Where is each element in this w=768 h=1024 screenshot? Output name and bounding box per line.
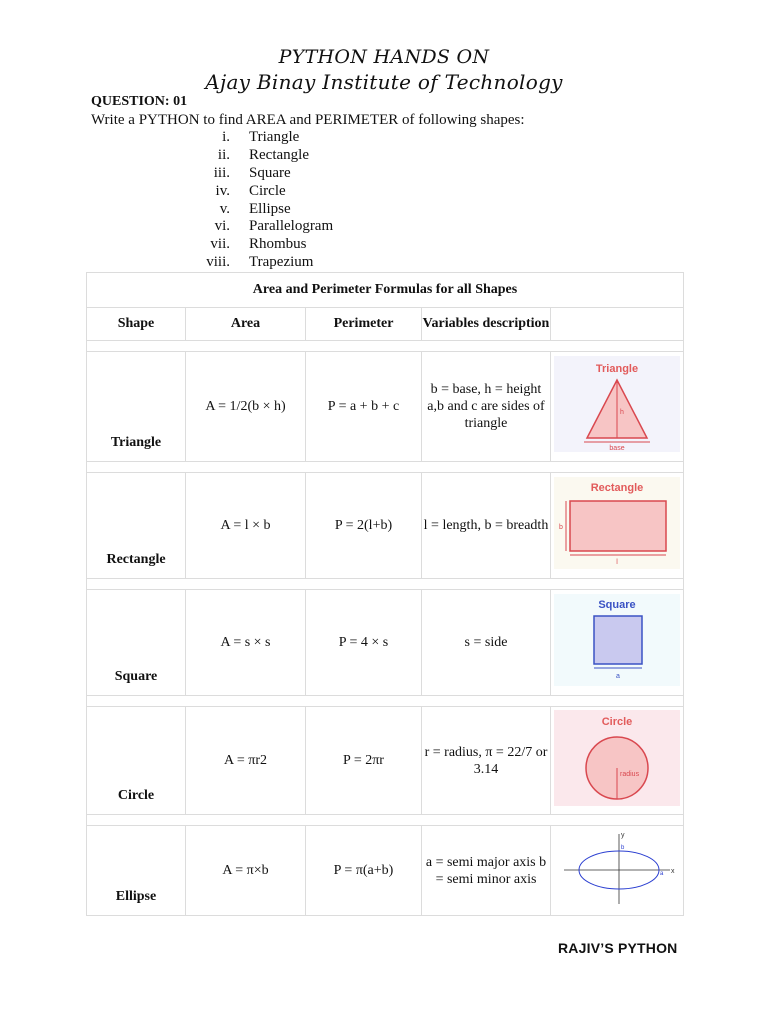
- table-row: [87, 473, 684, 579]
- list-text: Square: [249, 164, 291, 181]
- square-illustration: [551, 590, 684, 696]
- header-perimeter: Perimeter: [306, 308, 422, 341]
- header-variables: Variables description: [422, 308, 551, 341]
- rectangle-icon: [554, 477, 680, 569]
- table-row: [87, 590, 684, 696]
- breadth-label: b: [559, 524, 563, 531]
- square-icon: [554, 594, 680, 686]
- row-spacer: [87, 696, 684, 707]
- question-text: Write a PYTHON to find AREA and PERIMETER of following shapes:: [91, 112, 525, 128]
- document-title: PYTHON HANDS ON: [278, 46, 490, 68]
- question-label: QUESTION: 01: [91, 94, 188, 109]
- list-text: Circle: [249, 182, 286, 199]
- row-spacer: [87, 579, 684, 590]
- image-title: Triangle: [595, 363, 639, 375]
- perimeter-formula: P = a + b + c: [306, 352, 422, 462]
- area-formula: A = 1/2(b × h): [186, 352, 306, 462]
- header-shape: Shape: [87, 308, 186, 341]
- list-item: [196, 147, 333, 165]
- list-text: Parallelogram: [249, 218, 334, 235]
- list-item: [196, 165, 333, 183]
- x-axis-label: x: [671, 868, 675, 875]
- perimeter-formula: P = π(a+b): [306, 826, 422, 916]
- table-caption: Area and Perimeter Formulas for all Shapes: [87, 273, 684, 308]
- base-label: base: [609, 445, 625, 452]
- y-axis-label: y: [621, 832, 625, 839]
- shape-name: Triangle: [87, 352, 186, 462]
- row-spacer: [87, 815, 684, 826]
- length-label: l: [616, 559, 618, 566]
- perimeter-formula: P = 4 × s: [306, 590, 422, 696]
- perimeter-formula: P = 2(l+b): [306, 473, 422, 579]
- list-text: Triangle: [249, 129, 300, 145]
- list-item: [196, 236, 333, 254]
- area-formula: A = s × s: [186, 590, 306, 696]
- shape-name: Square: [87, 590, 186, 696]
- list-number: iv.: [215, 182, 230, 199]
- major-axis-label: a: [660, 871, 664, 877]
- footer-signature: RAJIV’S PYTHON: [558, 940, 678, 956]
- radius-label: radius: [620, 771, 640, 778]
- minor-axis-label: b: [621, 845, 625, 851]
- list-item: [196, 201, 333, 219]
- header-area: Area: [186, 308, 306, 341]
- row-spacer: [87, 341, 684, 352]
- list-item: [196, 183, 333, 201]
- variables-description: s = side: [422, 590, 551, 696]
- area-formula: A = πr2: [186, 707, 306, 815]
- table-row: [87, 352, 684, 462]
- perimeter-formula: P = 2πr: [306, 707, 422, 815]
- list-number: vii.: [210, 236, 230, 253]
- list-item: [196, 218, 333, 236]
- area-formula: A = π×b: [186, 826, 306, 916]
- list-number: i.: [222, 129, 230, 145]
- shape-name: Ellipse: [87, 826, 186, 916]
- list-item: [196, 254, 333, 272]
- rectangle-illustration: [551, 473, 684, 579]
- institute-name: Ajay Binay Institute of Technology: [205, 70, 563, 94]
- variables-description: r = radius, π = 22/7 or 3.14: [422, 707, 551, 815]
- list-number: viii.: [206, 254, 230, 271]
- table-row: [87, 707, 684, 815]
- header-image: [551, 308, 684, 341]
- ellipse-illustration: [551, 826, 684, 916]
- triangle-icon: [554, 356, 680, 452]
- row-spacer: [87, 462, 684, 473]
- formula-table: [86, 272, 684, 916]
- circle-icon: [554, 710, 680, 806]
- list-text: Trapezium: [249, 254, 314, 271]
- shapes-list: [196, 129, 333, 272]
- triangle-illustration: [551, 352, 684, 462]
- variables-description: b = base, h = height a,b and c are sides of triangle: [422, 352, 551, 462]
- list-number: v.: [219, 200, 230, 217]
- variables-description: l = length, b = breadth: [422, 473, 551, 579]
- shape-name: Circle: [87, 707, 186, 815]
- list-text: Rectangle: [249, 146, 309, 163]
- list-item: [196, 129, 333, 147]
- image-title: Rectangle: [590, 482, 644, 494]
- shape-name: Rectangle: [87, 473, 186, 579]
- image-title: Square: [598, 599, 636, 611]
- area-formula: A = l × b: [186, 473, 306, 579]
- list-number: iii.: [213, 164, 230, 181]
- list-text: Rhombus: [249, 236, 307, 253]
- height-label: h: [620, 409, 624, 416]
- list-number: ii.: [217, 146, 230, 163]
- list-text: Ellipse: [249, 200, 291, 217]
- table-row: [87, 826, 684, 916]
- image-title: Circle: [601, 716, 633, 728]
- ellipse-icon: [554, 828, 680, 908]
- side-label: a: [616, 673, 620, 680]
- list-number: vi.: [214, 218, 230, 235]
- circle-illustration: [551, 707, 684, 815]
- variables-description: a = semi major axis b = semi minor axis: [422, 826, 551, 916]
